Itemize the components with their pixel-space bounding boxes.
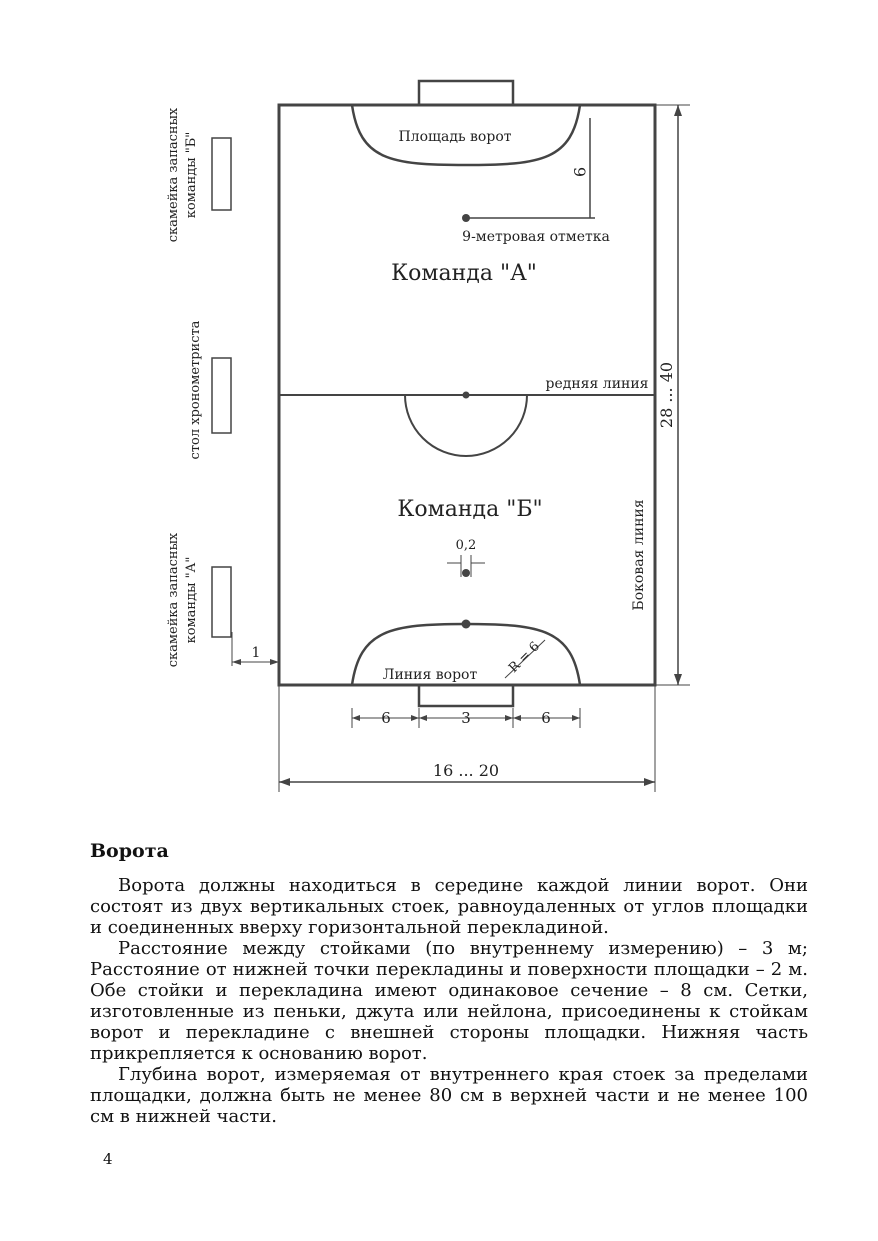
length-dim-label: 28 ... 40 — [657, 361, 676, 429]
dim-right-label: 6 — [541, 709, 551, 727]
bench-b-label-line1: скамейка запасных — [166, 107, 181, 243]
team-a-label: Команда "А" — [391, 261, 537, 286]
page-number: 4 — [103, 1150, 113, 1168]
radius-label: R = 6 — [506, 639, 543, 676]
nine-meter-mark-label: 9-метровая отметка — [462, 229, 610, 245]
team-b-label: Команда "Б" — [397, 497, 543, 522]
dim-middle-label: 3 — [461, 709, 471, 727]
bench-b — [212, 138, 231, 210]
length-arrow-bottom — [674, 674, 682, 685]
nine-dim-label: 9 — [570, 166, 589, 178]
dim-arrow-4 — [505, 715, 513, 721]
center-spot — [463, 392, 470, 399]
center-arc — [405, 395, 527, 456]
offset-arrow-left — [232, 659, 241, 665]
paragraph: Глубина ворот, измеряемая от внутреннего края стоек за пределами площадки, должна быть не менее 80 см в верхней части и не менее 100 см в нижней части. — [90, 1064, 808, 1127]
nine-meter-mark — [462, 214, 470, 222]
dim-left-label: 6 — [381, 709, 391, 727]
paragraph: Расстояние между стойками (по внутреннему измерению) – 3 м; Расстояние от нижней точки перекладины и поверхности площадки – 2 м. Обе стойки и перекладина имеют одинаковое сечение – 8 см. Сетки, изготовленные из пеньки, джута или нейлона, присоединены к стойкам ворот и перекладине с внешней стороны площадки. Нижняя часть прикрепляется к основанию ворот. — [90, 938, 808, 1064]
bench-a — [212, 567, 231, 637]
length-arrow-top — [674, 105, 682, 116]
goal-top — [419, 81, 513, 105]
width-dim-label: 16 ... 20 — [432, 761, 500, 780]
section-body — [90, 875, 808, 1127]
width-arrow-left — [279, 778, 290, 786]
penalty-label: 0,2 — [455, 538, 477, 553]
offset-label: 1 — [251, 645, 261, 661]
bench-a-label-line2: команды "А" — [184, 556, 199, 644]
section-title: Ворота — [90, 840, 169, 862]
dim-arrow-1 — [352, 715, 360, 721]
goal-line-label: Линия ворот — [382, 667, 478, 683]
dim-arrow-3 — [419, 715, 427, 721]
side-line-label: Боковая линия — [631, 499, 647, 611]
width-arrow-right — [644, 778, 655, 786]
dim-arrow-2 — [411, 715, 419, 721]
bench-a-label-line1: скамейка запасных — [166, 532, 181, 668]
center-line-label: редняя линия — [545, 376, 649, 392]
goal-area-bottom-spot — [462, 620, 471, 629]
paragraph: Ворота должны находиться в середине каждой линии ворот. Они состоят из двух вертикальных стоек, равноудаленных от углов площадки и соединенных вверху горизонтальной перекладиной. — [90, 875, 808, 938]
timekeeper-table — [212, 358, 231, 433]
goal-bottom — [419, 685, 513, 706]
goal-area-label: Площадь ворот — [398, 129, 512, 145]
bench-b-label-line2: команды "Б" — [184, 131, 199, 219]
timekeeper-label: стол хронометриста — [188, 320, 203, 460]
dim-arrow-5 — [513, 715, 521, 721]
penalty-spot — [462, 569, 470, 577]
dim-arrow-6 — [572, 715, 580, 721]
